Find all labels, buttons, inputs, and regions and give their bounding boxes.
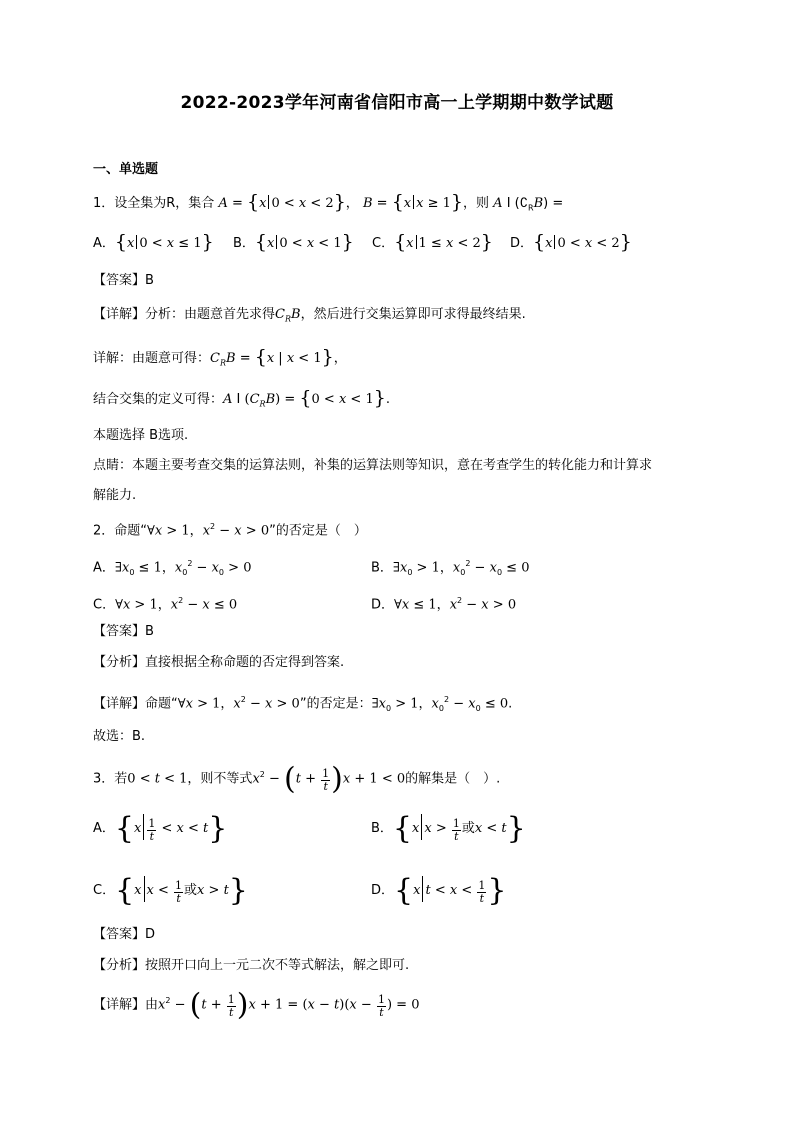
- q3-option-b: B．{x x > $\frac{1}{t}$ 或x < t}: [371, 811, 526, 846]
- q2-detail: 【详解】命题“∀x > 1，$x^2 - x > 0$”的否定是：$\exists x_0 > 1$，$x_0^2 - x_0 \le 0$.: [93, 695, 513, 713]
- q1-option-b: B．{x 0 < x < 1}: [233, 231, 354, 253]
- q3-option-d: D．{x t < x < $\frac{1}{t}$ }: [371, 873, 507, 908]
- q3-option-a: A．{x $\frac{1}{t}$ < x < t}: [93, 811, 228, 846]
- q1-detail-line4: 本题选择 B选项.: [93, 428, 189, 443]
- q2-option-b: B．$\exists x_0 > 1$，$x_0^2 - x_0 \le 0$: [371, 559, 530, 577]
- page-title: 2022-2023学年河南省信阳市高一上学期期中数学试题: [180, 93, 614, 113]
- q2-analysis: 【分析】直接根据全称命题的否定得到答案.: [93, 655, 345, 670]
- q3-answer: 【答案】D: [93, 927, 156, 942]
- q2-option-d: D．∀x ≤ 1，$x^2 - x > 0$: [371, 596, 517, 613]
- q1-stem: 1．设全集为R，集合 A = {x 0 < x < 2}， B = {x x ≥ 1}，则 A I $(∁_RB)$ =: [93, 191, 564, 213]
- q2-option-c: C．∀x > 1，$x^2 - x \le 0$: [93, 596, 238, 613]
- q2-answer: 【答案】B: [93, 624, 154, 639]
- q2-choose: 故选：B.: [93, 729, 146, 744]
- q1-option-d: D．{x 0 < x < 2}: [510, 231, 632, 253]
- q1-tip: 点睛：本题主要考查交集的运算法则，补集的运算法则等知识，意在考查学生的转化能力和计算求: [93, 458, 653, 473]
- q2-option-a: A．$\exists x_0 \le 1$，$x_0^2 - x_0 > 0$: [93, 559, 252, 577]
- q2-stem: 2．命题“∀x > 1，$x^2 - x > 0$”的否定是（ ）: [93, 522, 367, 539]
- q1-detail: 【详解】分析：由题意首先求得$C_RB$，然后进行交集运算即可求得最终结果.: [93, 307, 526, 324]
- q1-option-c: C．{x 1 ≤ x < 2}: [372, 231, 493, 253]
- section-heading: 一、单选题: [93, 162, 159, 177]
- q1-option-a: A．{x 0 < x ≤ 1}: [93, 231, 214, 253]
- q3-stem: 3．若0 < t < 1，则不等式$x^2 - (t$ + $\frac{1}{t}$ )x + 1 < 0的解集是（ ）.: [93, 761, 501, 797]
- q1-answer: 【答案】B: [93, 273, 154, 288]
- q1-detail-line3: 结合交集的定义可得：A I $(C_RB) = \{0 < x < 1\}$.: [93, 387, 390, 409]
- q3-option-c: C．{x x < $\frac{1}{t}$ 或x > t}: [93, 873, 248, 908]
- q3-detail: 【详解】由$x^2 - (t$ + $\frac{1}{t}$ )x + 1 = (x − t)(x − $\frac{1}{t}$ ) = 0: [93, 987, 420, 1023]
- q3-analysis: 【分析】按照开口向上一元二次不等式解法，解之即可.: [93, 958, 410, 973]
- q1-detail-line2: 详解：由题意可得：$C_RB = \{x$ | x < 1}，: [93, 346, 347, 368]
- q1-tip-cont: 解能力.: [93, 488, 137, 503]
